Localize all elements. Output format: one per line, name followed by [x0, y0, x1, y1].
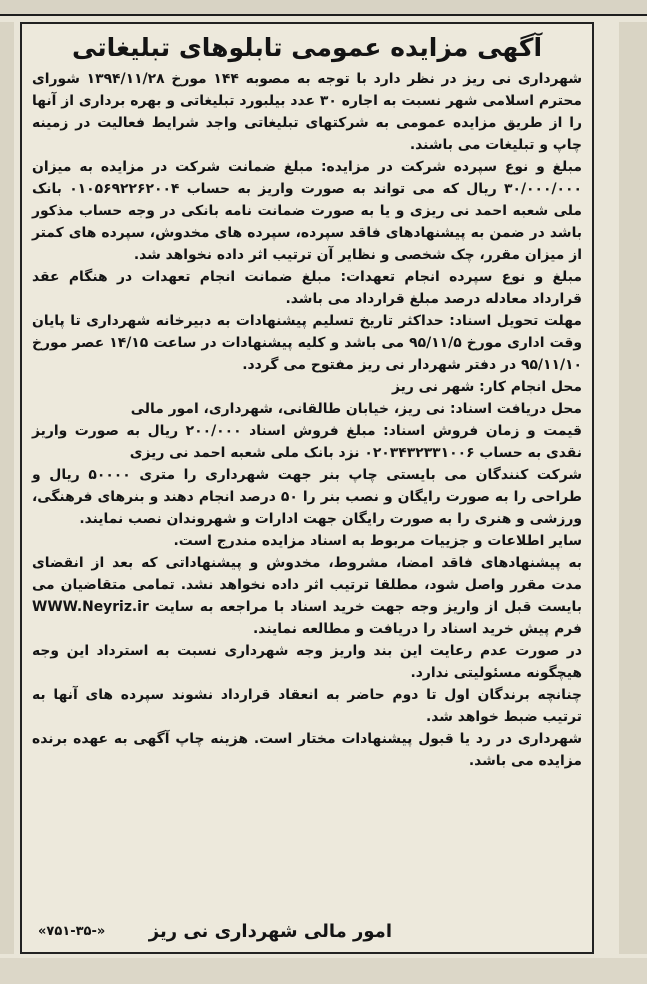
document-pickup-paragraph: محل دریافت اسناد: نی ریز، خیابان طالقانی، شهرداری، امور مالی: [130, 401, 582, 417]
notice-title: آگهی مزایده عمومی تابلوهای تبلیغاتی: [71, 33, 543, 62]
invalid-bids-paragraph: به پیشنهادهای فاقد امضا، مشروط، مخدوش و پیشنهاداتی که بعد از انقضای مدت مقرر واصل شود، مطلقا ترتیب اثر داده نخواهد نشد. تمامی متقاضیان می بایست قبل از واریز وجه جهت خرید اسناد با مراجعه به سایت WWW.Neyriz.ir فرم پیش خرید اسناد را دریافت و مطالعه نمایند.: [32, 555, 582, 637]
document-price-paragraph: قیمت و زمان فروش اسناد: مبلغ فروش اسناد ۲۰۰/۰۰۰ ریال به صورت واریز نقدی به حساب ۰۲۰۳۴۳۲۳۳۱۰۰۶ نزد بانک ملی شعبه احمد نی ریزی: [32, 423, 582, 461]
performance-guarantee-paragraph: مبلغ و نوع سپرده انجام تعهدات: مبلغ ضمانت انجام تعهدات در هنگام عقد قرارداد معادله درصد مبلغ قرارداد می باشد.: [32, 269, 582, 307]
liability-paragraph: در صورت عدم رعایت این بند واریز وجه شهرداری نسبت به استرداد این وجه هیچگونه مسئولیتی ندارد.: [32, 643, 582, 681]
signature: امور مالی شهرداری نی ریز: [148, 921, 392, 942]
auction-notice-box: [20, 22, 594, 954]
participation-deposit-paragraph: مبلغ و نوع سپرده شرکت در مزایده: مبلغ ضمانت شرکت در مزایده به میزان ۳۰/۰۰۰/۰۰۰ ریال که می تواند به صورت واریز به حساب ۰۱۰۵۶۹۲۲۶۲۰۰۴ بانک ملی شعبه احمد نی ریزی و یا به صورت ضمانت نامه بانکی در وجه حساب مذکور باشد در ضمن به پیشنهادهای فاقد سپرده، سپرده های مخدوش، سپرده های کمتر از میزان مقرر، چک شخصی و نظایر آن ترتیب اثر داده نخواهد شد.: [32, 159, 582, 263]
ad-code: «۷۵۱-۳۵-»: [38, 924, 106, 939]
notice-footer: [32, 918, 582, 946]
submission-deadline-paragraph: مهلت تحویل اسناد: حداکثر تاریخ تسلیم پیشنهادات به دبیرخانه شهرداری تا پایان وقت اداری مورخ ۹۵/۱۱/۵ می باشد و کلیه پیشنهادات در ساعت ۱۴/۱۵ عصر مورخ ۹۵/۱۱/۱۰ در دفتر شهردار نی ریز مفتوح می گردد.: [32, 313, 583, 373]
right-page-margin: [619, 22, 647, 954]
rights-reserved-paragraph: شهرداری در رد یا قبول پیشنهادات مختار است. هزینه چاپ آگهی به عهده برنده مزایده می باشد.: [32, 731, 582, 769]
banner-obligations-paragraph: شرکت کنندگان می بایستی چاپ بنر جهت شهرداری را متری ۵۰۰۰۰ ریال و طراحی را به صورت رایگان و نصب بنر را ۵۰ درصد انجام دهند و بنرهای فرهنگی، ورزشی و هنری را به صورت رایگان جهت ادارات و شهروندان نصب نمایند.: [32, 467, 582, 527]
work-location-paragraph: محل انجام کار: شهر نی ریز: [391, 379, 582, 395]
intro-paragraph: شهرداری نی ریز در نظر دارد با توجه به مصوبه ۱۴۴ مورخ ۱۳۹۴/۱۱/۲۸ شورای محترم اسلامی شهر نسبت به اجاره ۳۰ عدد بیلبورد تبلیغاتی و بهره برداری از آنها را از طریق مزایده عمومی به شرکتهای تبلیغاتی واجد شرایط فعالیت در زمینه چاپ و تبلیغات می باشند.: [32, 71, 582, 153]
top-newspaper-strip: [0, 0, 647, 16]
left-page-margin: [0, 22, 14, 954]
bottom-page-margin: [0, 958, 647, 984]
other-info-paragraph: سایر اطلاعات و جزییات مربوط به اسناد مزایده مندرج است.: [173, 533, 582, 549]
winners-forfeit-paragraph: چنانچه برندگان اول تا دوم حاضر به انعقاد قرارداد نشوند سپرده های آنها به ترتیب ضبط خواهد شد.: [32, 687, 582, 725]
